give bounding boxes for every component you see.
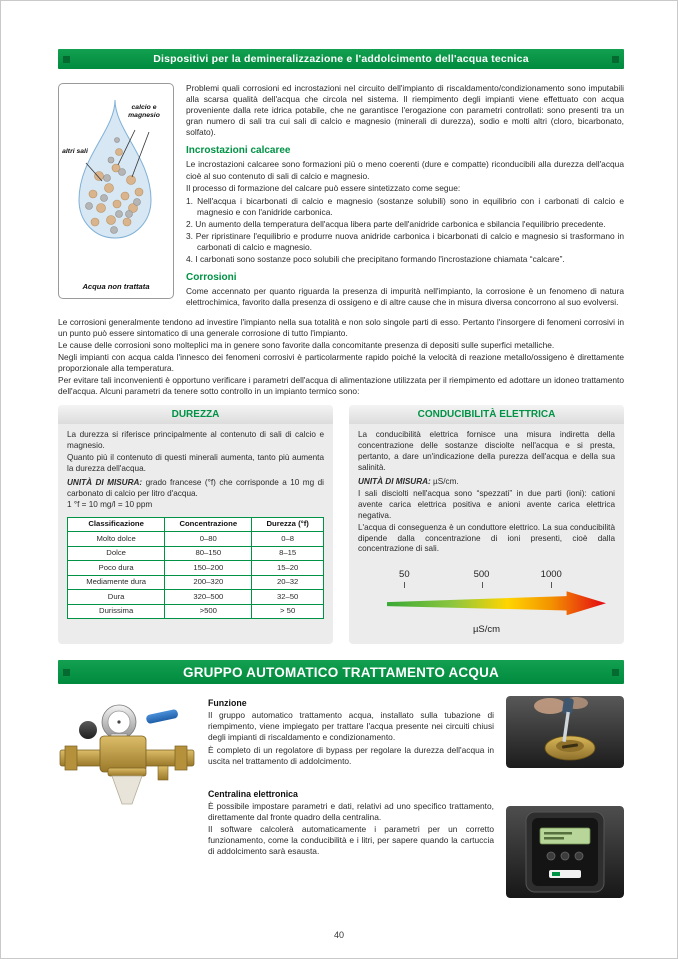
table-cell: Durissima	[68, 604, 165, 618]
table-cell: > 50	[252, 604, 324, 618]
table-cell: 150–200	[165, 561, 252, 575]
page-title: Dispositivi per la demineralizzazione e l'addolcimento dell'acqua tecnica	[153, 53, 529, 65]
unit-label: UNITÀ DI MISURA:	[67, 478, 146, 488]
funzione-paragraph-1: Il gruppo automatico trattamento acqua, installato sulla tubazione di riempimento, viene impiegato per trattare l'acqua presente nei circuiti chiusi degli impianti di riscaldamento e condizionamento.	[208, 710, 494, 743]
table-cell: 0–80	[165, 532, 252, 546]
table-cell: Molto dolce	[68, 532, 165, 546]
table-header-row	[68, 517, 324, 531]
general-paragraph-3: Negli impianti con acqua calda l'innesco dei fenomeni corrosivi è particolarmente rapido poiché la velocità di reazione metallo/ossigeno è direttamente proporzionale alla temperatura.	[58, 351, 624, 373]
unit-label: UNITÀ DI MISURA:	[358, 477, 434, 487]
general-paragraph-1: Le corrosioni generalmente tendono ad investire l'impianto nella sua totalità e non solo singole parti di esso. Pertanto l'insorgere di fenomeni corrosivi in un punto può essere sintomatico di una generale corrosione di tutto l'impianto.	[58, 316, 624, 338]
side-photos	[506, 696, 624, 898]
conducibilita-paragraph-1: La conducibilità elettrica fornisce una misura indiretta della concentrazione delle sostanze disciolte nell'acqua e si presta, pertanto, a dare un'indicazione della purezza dell'acqua e della sua salinità.	[358, 430, 615, 472]
scale-unit: µS/cm	[472, 624, 501, 636]
table-row	[68, 590, 324, 604]
scale-tick-500: 500	[473, 569, 490, 581]
table-cell: 32–50	[252, 590, 324, 604]
general-paragraph-2: Le cause delle corrosioni sono molteplici ma in genere sono favorite dalla concomitante presenza di depositi sulle superfici metalliche.	[58, 339, 555, 350]
funzione-paragraph-2: È completo di un regolatore di bypass per regolare la durezza dell'acqua in uscita nel trattamento di addolcimento.	[208, 744, 494, 766]
label-calcio-magnesio: calcio e magnesio	[128, 104, 160, 119]
general-section	[58, 317, 624, 398]
table-row	[68, 532, 324, 546]
scale-tickmark	[551, 582, 552, 588]
corrosioni-paragraph: Come accennato per quanto riguarda la presenza di impurità nell'impianto, la corrosione è un fenomeno di natura elettrochimica, favorito dalla presenza di ossigeno e di altre cause che in misura diversa concorrono al suo evolversi.	[186, 286, 624, 308]
funzione-heading: Funzione	[208, 698, 247, 709]
gruppo-title: GRUPPO AUTOMATICO TRATTAMENTO ACQUA	[183, 664, 499, 680]
durezza-panel	[58, 405, 333, 644]
bypass-adjustment-photo	[506, 696, 624, 768]
scale-tick-50: 50	[399, 569, 410, 581]
table-cell: 320–500	[165, 590, 252, 604]
durezza-title: DUREZZA	[58, 405, 333, 424]
table-row	[68, 561, 324, 575]
list-item: 1. Nell'acqua i bicarbonati di calcio e magnesio (sostanze solubili) sono in equilibrio con i carbonati di calcio e magnesio e con l'anidride carbonica.	[186, 195, 624, 217]
table-cell: 20–32	[252, 575, 324, 589]
water-drop-figure	[58, 83, 174, 299]
durezza-paragraph-2: Quanto più il contenuto di questi minerali aumenta, tanto più aumenta la durezza dell'acqua.	[67, 452, 324, 473]
table-row	[68, 604, 324, 618]
table-cell: 8–15	[252, 546, 324, 560]
centralina-paragraph-2: Il software calcolerà automaticamente i parametri per un corretto funzionamento, come la conducibilità e i litri, per sapere quando la cartuccia di addolcimento sarà esausta.	[208, 823, 494, 857]
scale-tickmark	[404, 582, 405, 588]
conducibilita-paragraph-2: I sali disciolti nell'acqua sono “spezzati” in due parti (ioni): cationi avente carica elettrica positiva e anioni avente carica elettrica negativa.	[358, 489, 615, 520]
scale-tick-1000: 1000	[540, 569, 562, 581]
table-cell: >500	[165, 604, 252, 618]
table-header-cell: Classificazione	[68, 517, 165, 531]
general-paragraph-4: Per evitare tali inconvenienti è opportuno verificare i parametri dell'acqua di alimentazione utilizzata per il riempimento ed adottare un idoneo trattamento dell'acqua. Alcuni parametri da tenere sotto controllo in un impianto termico sono:	[58, 374, 624, 397]
parameter-panels	[58, 405, 624, 644]
durezza-unit-note: 1 °f = 10 mg/l = 10 ppm	[67, 500, 153, 510]
list-item: 3. Per ripristinare l'equilibrio e produrre nuova anidride carbonica i bicarbonati di calcio e magnesio si trasformano in carbonati di calcio e magnesio.	[186, 231, 624, 253]
banner-end-square-right	[612, 56, 619, 63]
top-section	[58, 83, 624, 313]
gruppo-section	[58, 696, 624, 898]
table-cell: Dura	[68, 590, 165, 604]
conducibilita-unit	[358, 477, 615, 488]
table-header-cell: Concentrazione	[165, 517, 252, 531]
banner-end-square-left	[63, 669, 70, 676]
centralina-block	[208, 789, 494, 857]
incrostazioni-paragraph-1: Le incrostazioni calcaree sono formazioni più o meno coerenti (dure e compatte) riconducibili alla durezza dell'acqua cioè al suo contenuto di sali di calcio e magnesio.	[186, 159, 624, 181]
intro-paragraph: Problemi quali corrosioni ed incrostazioni nel circuito dell'impianto di riscaldamento/condizionamento sono imputabili alla scarsa qualità dell'acqua che circola nel sistema. Il riempimento degli impianti viene effettuato con acqua proveniente dalla rete idrica potabile, che ne garantisce l'erogazione con parametri controllati: sono presenti tra un gran numero di sali tra cui sali di calcio e magnesio (minerali di durezza), sodio e molti altri (cloro, bicarbonato, solfato).	[186, 83, 624, 138]
top-right-column	[186, 83, 624, 313]
controller-photo	[506, 806, 624, 898]
incrostazioni-paragraph-2: Il processo di formazione del calcare può essere sintetizzato come segue:	[186, 182, 461, 193]
table-cell: 15–20	[252, 561, 324, 575]
centralina-heading: Centralina elettronica	[208, 788, 298, 799]
table-cell: Dolce	[68, 546, 165, 560]
section-heading-incrostazioni: Incrostazioni calcaree	[186, 145, 291, 157]
product-image	[58, 696, 196, 898]
table-cell: 80–150	[165, 546, 252, 560]
unit-text: grado francese (°f) che corrisponde a 10 mg di carbonato di calcio per litro d'acqua.	[67, 478, 325, 499]
conducibilita-paragraph-3: L'acqua di conseguenza è un conduttore elettrico. La sua conducibilità dipende dalla concentrazione di ioni presenti, cioè dalla concentrazione di sali.	[358, 522, 615, 554]
durezza-unit	[67, 478, 324, 500]
conductivity-scale	[362, 569, 611, 635]
title-banner	[58, 49, 624, 69]
table-row	[68, 575, 324, 589]
table-cell: Poco dura	[68, 561, 165, 575]
list-item: 2. Un aumento della temperatura dell'acqua libera parte dell'anidride carbonica e sbilancia l'equilibrio precedente.	[186, 218, 606, 229]
conducibilita-title: CONDUCIBILITÀ ELETTRICA	[349, 405, 624, 424]
banner-end-square-left	[63, 56, 70, 63]
centralina-paragraph-1: È possibile impostare parametri e dati, relativi ad uno specifico trattamento, direttamente dal fronte quadro della centralina.	[208, 800, 494, 822]
gruppo-banner	[58, 660, 624, 684]
scale-tickmark	[482, 582, 483, 588]
label-altri-sali: altri sali	[62, 148, 88, 155]
durezza-paragraph-1: La durezza si riferisce principalmente al contenuto di sali di calcio e magnesio.	[67, 430, 324, 450]
banner-end-square-right	[612, 669, 619, 676]
water-treatment-unit-illustration	[58, 696, 196, 814]
table-cell: Mediamente dura	[68, 575, 165, 589]
table-cell: 0–8	[252, 532, 324, 546]
table-header-cell: Durezza (°f)	[252, 517, 324, 531]
unit-text: µS/cm.	[433, 477, 459, 487]
table-row	[68, 546, 324, 560]
page-number: 40	[333, 930, 344, 940]
gruppo-text-column	[208, 696, 494, 898]
figure-caption: Acqua non trattata	[82, 282, 150, 291]
table-cell: 200–320	[165, 575, 252, 589]
gradient-arrow	[387, 591, 606, 615]
section-heading-corrosioni: Corrosioni	[186, 272, 237, 284]
conducibilita-panel	[349, 405, 624, 644]
list-item: 4. I carbonati sono sostanze poco solubili che precipitano formando l'incrostazione chiamata “calcare”.	[186, 254, 565, 265]
hardness-table	[67, 517, 324, 619]
